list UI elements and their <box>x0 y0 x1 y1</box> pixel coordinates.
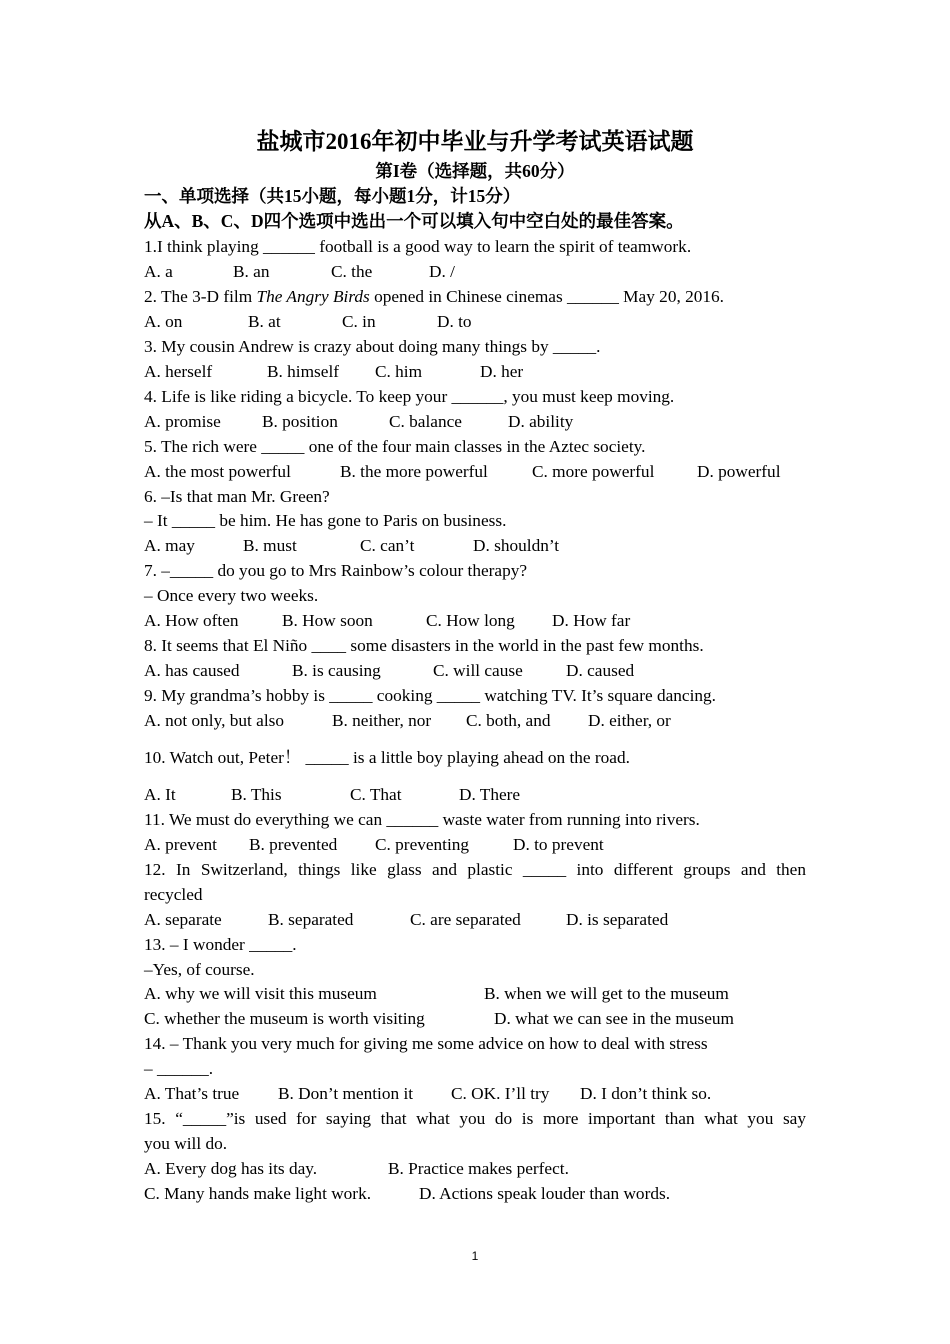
q11-option-a: A. prevent <box>144 835 217 854</box>
q14-option-c: C. OK. I’ll try <box>451 1084 550 1103</box>
q6-option-b: B. must <box>243 536 297 555</box>
question-7-reply: – Once every two weeks. <box>144 586 319 605</box>
q7-option-a: A. How often <box>144 611 239 630</box>
q4-option-c: C. balance <box>389 412 462 431</box>
q2-option-c: C. in <box>342 312 376 331</box>
q13-option-a: A. why we will visit this museum <box>144 984 377 1003</box>
q12-option-b: B. separated <box>268 910 354 929</box>
q10-option-d: D. There <box>459 785 521 804</box>
q5-option-b: B. the more powerful <box>340 462 488 481</box>
q9-option-a: A. not only, but also <box>144 711 285 730</box>
question-11-stem: 11. We must do everything we can ______ waste water from running into rivers. <box>144 810 700 829</box>
question-12-stem: 12. In Switzerland, things like glass and plastic _____ into different groups and then <box>144 860 806 879</box>
q9-option-c: C. both, and <box>466 711 551 730</box>
q1-option-a: A. a <box>144 262 173 281</box>
question-13-stem: 13. – I wonder _____. <box>144 935 297 954</box>
question-14-reply: – ______. <box>144 1059 214 1078</box>
q8-option-d: D. caused <box>566 661 635 680</box>
page-number: 1 <box>471 1249 479 1263</box>
q12-option-d: D. is separated <box>566 910 669 929</box>
q11-option-c: C. preventing <box>375 835 470 854</box>
exam-title: 盐城市2016年初中毕业与升学考试英语试题 <box>256 129 694 154</box>
q15-option-c: C. Many hands make light work. <box>144 1184 372 1203</box>
q6-option-d: D. shouldn’t <box>473 536 560 555</box>
question-15-stem: 15. “_____”is used for saying that what you do is more important than what you say <box>144 1109 806 1128</box>
q4-option-d: D. ability <box>508 412 574 431</box>
q15-option-b: B. Practice makes perfect. <box>388 1159 569 1178</box>
q10-option-b: B. This <box>231 785 282 804</box>
q1-option-b: B. an <box>233 262 270 281</box>
question-12-continuation: recycled <box>144 885 203 904</box>
q3-option-c: C. him <box>375 362 423 381</box>
question-2-stem: 2. The 3-D film The Angry Birds opened in Chinese cinemas ______ May 20, 2016. <box>144 287 724 306</box>
q4-option-b: B. position <box>262 412 338 431</box>
q13-option-c: C. whether the museum is worth visiting <box>144 1009 425 1028</box>
q12-option-a: A. separate <box>144 910 222 929</box>
question-15-continuation: you will do. <box>144 1134 228 1153</box>
q14-option-a: A. That’s true <box>144 1084 240 1103</box>
q11-option-b: B. prevented <box>249 835 338 854</box>
question-3-stem: 3. My cousin Andrew is crazy about doing many things by _____. <box>144 337 601 356</box>
q8-option-b: B. is causing <box>292 661 381 680</box>
q11-option-d: D. to prevent <box>513 835 604 854</box>
q6-option-a: A. may <box>144 536 195 555</box>
q12-option-c: C. are separated <box>410 910 521 929</box>
question-6-reply: – It _____ be him. He has gone to Paris on business. <box>144 511 507 530</box>
question-9-stem: 9. My grandma’s hobby is _____ cooking _____ watching TV. It’s square dancing. <box>144 686 716 705</box>
q2-option-a: A. on <box>144 312 183 331</box>
q3-option-b: B. himself <box>267 362 340 381</box>
q8-option-c: C. will cause <box>433 661 523 680</box>
question-5-stem: 5. The rich were _____ one of the four main classes in the Aztec society. <box>144 437 646 456</box>
section-instruction: 从A、B、C、D四个选项中选出一个可以填入句中空白处的最佳答案。 <box>144 211 684 231</box>
question-10-stem: 10. Watch out, Peter！ _____ is a little boy playing ahead on the road. <box>144 748 630 767</box>
film-title: The Angry Birds <box>256 287 370 306</box>
q14-option-b: B. Don’t mention it <box>278 1084 414 1103</box>
q14-option-d: D. I don’t think so. <box>580 1084 712 1103</box>
q3-option-a: A. herself <box>144 362 213 381</box>
q7-option-b: B. How soon <box>282 611 373 630</box>
q1-option-d: D. / <box>429 262 455 281</box>
q15-option-a: A. Every dog has its day. <box>144 1159 318 1178</box>
q2-option-d: D. to <box>437 312 472 331</box>
q9-option-b: B. neither, nor <box>332 711 432 730</box>
q5-option-d: D. powerful <box>697 462 781 481</box>
q4-option-a: A. promise <box>144 412 221 431</box>
q2-option-b: B. at <box>248 312 281 331</box>
question-6-stem: 6. –Is that man Mr. Green? <box>144 487 330 506</box>
q3-option-d: D. her <box>480 362 524 381</box>
question-7-stem: 7. –_____ do you go to Mrs Rainbow’s colour therapy? <box>144 561 528 580</box>
q7-option-c: C. How long <box>426 611 515 630</box>
question-8-stem: 8. It seems that El Niño ____ some disasters in the world in the past few months. <box>144 636 704 655</box>
section-heading: 一、单项选择（共15小题，每小题1分，计15分） <box>144 186 521 206</box>
question-14-stem: 14. – Thank you very much for giving me some advice on how to deal with stress <box>144 1034 708 1053</box>
q13-option-b: B. when we will get to the museum <box>484 984 729 1003</box>
q10-option-a: A. It <box>144 785 176 804</box>
q10-option-c: C. That <box>350 785 402 804</box>
q7-option-d: D. How far <box>552 611 631 630</box>
q5-option-a: A. the most powerful <box>144 462 291 481</box>
question-1-stem: 1.I think playing ______ football is a good way to learn the spirit of teamwork. <box>144 237 692 256</box>
q15-option-d: D. Actions speak louder than words. <box>419 1184 671 1203</box>
q1-option-c: C. the <box>331 262 373 281</box>
q8-option-a: A. has caused <box>144 661 240 680</box>
q6-option-c: C. can’t <box>360 536 415 555</box>
exam-subtitle: 第I卷（选择题，共60分） <box>375 161 575 181</box>
question-13-reply: –Yes, of course. <box>144 960 255 979</box>
q13-option-d: D. what we can see in the museum <box>494 1009 734 1028</box>
q9-option-d: D. either, or <box>588 711 671 730</box>
q5-option-c: C. more powerful <box>532 462 655 481</box>
question-4-stem: 4. Life is like riding a bicycle. To keep your ______, you must keep moving. <box>144 387 675 406</box>
